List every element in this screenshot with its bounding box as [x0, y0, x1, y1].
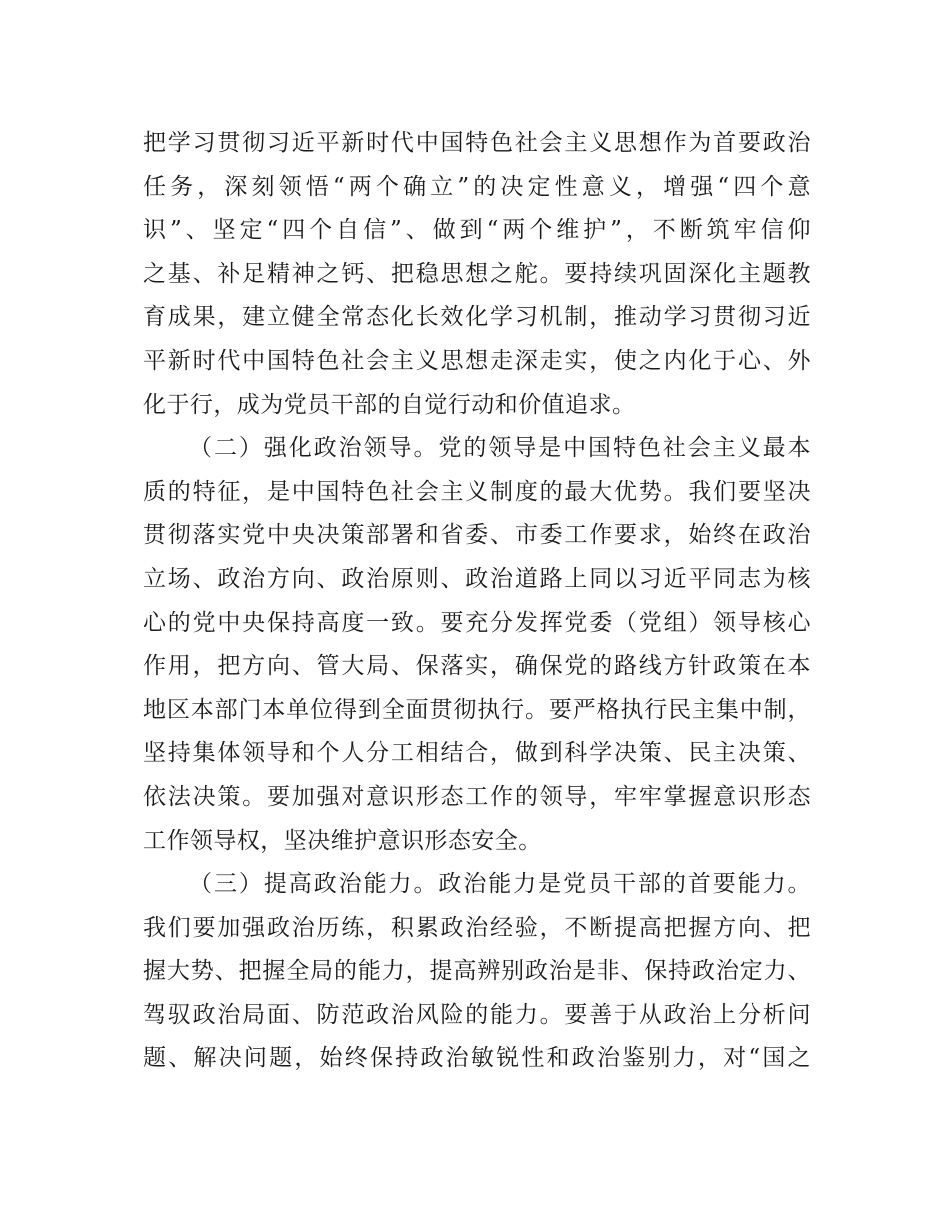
- text-line: 作用，把方向、管大局、保落实，确保党的路线方针政策在本: [143, 653, 811, 680]
- text-line: 化于行，成为党员干部的自觉行动和价值追求。: [143, 391, 636, 418]
- paragraph-1: [143, 122, 811, 427]
- text-line: 贯彻落实党中央决策部署和省委、市委工作要求，始终在政治: [143, 522, 811, 549]
- text-line: 育成果，建立健全常态化长效化学习机制，推动学习贯彻习近: [143, 304, 811, 331]
- text-line: 把学习贯彻习近平新时代中国特色社会主义思想作为首要政治: [143, 130, 811, 156]
- text-line: 我们要加强政治历练，积累政治经验，不断提高把握方向、把: [143, 914, 811, 941]
- text-line: 地区本部门本单位得到全面贯彻执行。要严格执行民主集中制，: [143, 696, 811, 723]
- text-line: 心的党中央保持高度一致。要充分发挥党委（党组）领导核心: [143, 609, 811, 636]
- text-line: 驾驭政治局面、防范政治风险的能力。要善于从政治上分析问: [143, 1001, 811, 1028]
- text-line: （三）提高政治能力。政治能力是党员干部的首要能力。: [189, 871, 811, 898]
- paragraph-3: [143, 863, 811, 1081]
- text-line: 依法决策。要加强对意识形态工作的领导，牢牢掌握意识形态: [143, 783, 811, 810]
- text-line: 识”、坚定“四个自信”、做到“两个维护”，不断筑牢信仰: [143, 217, 811, 244]
- text-line: 之基、补足精神之钙、把稳思想之舵。要持续巩固深化主题教: [143, 260, 811, 287]
- text-line: 题、解决问题，始终保持政治敏锐性和政治鉴别力，对“国之: [143, 1045, 811, 1072]
- text-line: 握大势、把握全局的能力，提高辨别政治是非、保持政治定力、: [143, 958, 811, 985]
- paragraph-2: [143, 427, 811, 863]
- text-line: 工作领导权，坚决维护意识形态安全。: [143, 827, 542, 854]
- text-line: （二）强化政治领导。党的领导是中国特色社会主义最本: [189, 435, 811, 462]
- text-line: 任务，深刻领悟“两个确立”的决定性意义，增强“四个意: [143, 173, 811, 200]
- text-line: 质的特征，是中国特色社会主义制度的最大优势。我们要坚决: [143, 478, 811, 505]
- body-text: [143, 122, 811, 1081]
- text-line: 立场、政治方向、政治原则、政治道路上同以习近平同志为核: [143, 565, 811, 592]
- text-line: 平新时代中国特色社会主义思想走深走实，使之内化于心、外: [143, 347, 811, 374]
- text-line: 坚持集体领导和个人分工相结合，做到科学决策、民主决策、: [143, 740, 811, 767]
